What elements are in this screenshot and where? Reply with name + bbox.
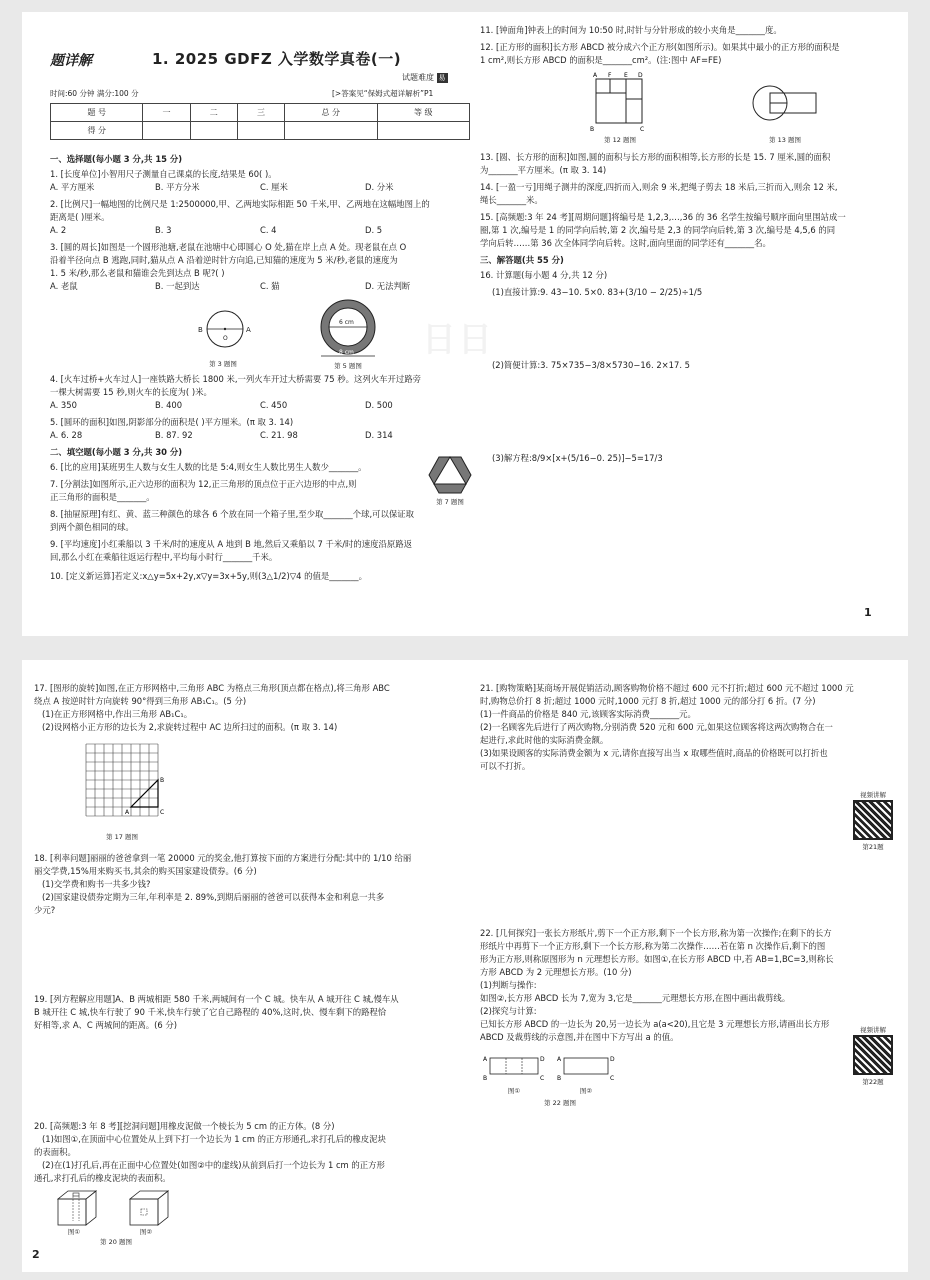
options — [50, 429, 478, 442]
question-16-2: (2)简便计算:3. 75×735−3/8×5730−16. 2×17. 5 — [492, 360, 690, 371]
watermark: 日日 — [422, 320, 494, 360]
exam-page-1 — [22, 12, 908, 636]
svg-text:A: A — [125, 809, 130, 817]
answer-space[interactable] — [34, 1036, 474, 1120]
question-text: (2)设网格小正方形的边长为 2,求旋转过程中 AC 边所扫过的面积。(π 取 3. 14) — [42, 722, 338, 733]
qr-title: 视频讲解 — [860, 1026, 886, 1034]
figure-label: 图① — [67, 1228, 81, 1237]
question-text: 绕点 A 按逆时针方向旋转 90°得到三角形 AB₁C₁。(5 分) — [34, 696, 247, 707]
section-heading: 一、选择题(每小题 3 分,共 15 分) — [50, 154, 183, 164]
option: D. 314 — [365, 430, 393, 441]
question-text: 起进行,求此时他的实际消费金额。 — [480, 735, 609, 746]
figure-label: 图② — [579, 1087, 593, 1096]
qr-code-21[interactable] — [853, 800, 893, 840]
grid-figure — [82, 740, 166, 830]
exam-page-2 — [22, 660, 908, 1272]
question-text: (1)判断与操作: — [480, 980, 537, 991]
option: B. 87. 92 — [155, 430, 193, 441]
difficulty-badge: 易 — [438, 74, 446, 82]
question-text: (2)国家建设债券定期为三年,年利率是 2. 89%,到期后丽丽的爸爸可以获得本金和利息一共多 — [42, 892, 385, 903]
svg-text:A: A — [246, 326, 251, 335]
figure-caption: 第 7 题图 — [436, 498, 464, 507]
options — [50, 181, 478, 194]
question-text: (2)一名顾客先后进行了两次购物,分别消费 520 元和 600 元,如果这位顾客将这两次购物合在一 — [480, 722, 833, 733]
page-number: 2 — [32, 1248, 40, 1261]
ring-outer-label: 8 cm — [339, 349, 354, 357]
answer-space[interactable] — [34, 921, 474, 993]
qr-code-22[interactable] — [853, 1035, 893, 1075]
question-22 — [480, 927, 898, 1044]
figure-caption: 第 20 题图 — [100, 1238, 132, 1247]
question-text: 形为正方形,则称原图形为 n 元理想长方形。如图①,在长方形 ABCD 中,若 AB=1,BC=3,则称长 — [480, 954, 834, 965]
question-text: 可以不打折。 — [480, 761, 531, 772]
option: C. 厘米 — [260, 182, 288, 193]
figure-caption: 第 13 题图 — [769, 136, 801, 145]
question-16-1: (1)直接计算:9. 43−10. 5×0. 83+(3/10 − 2/25)÷1/5 — [492, 287, 703, 298]
question-5 — [50, 416, 478, 442]
option: B. 平方分米 — [155, 182, 200, 193]
question-10: 10. [定义新运算]若定义:x△y=5x+2y,x▽y=3x+5y,则(3△1/2)▽4 的值是_______。 — [50, 571, 367, 582]
svg-text:A: A — [557, 1056, 562, 1064]
brand-logo: 题详解 — [50, 53, 92, 69]
score-table-header — [51, 104, 470, 122]
question-text: 通孔,求打孔后的橡皮泥块的表面积。 — [34, 1173, 171, 1184]
right-column — [480, 24, 896, 469]
question-text: 7. [分割法]如图所示,正六边形的面积为 12,正三角形的顶点位于正六边形的中点,则 — [50, 479, 357, 490]
question-9 — [50, 538, 478, 564]
question-text: (1)如图①,在顶面中心位置处从上到下打一个边长为 1 cm 的正方形通孔,求打孔后的橡皮泥块 — [42, 1134, 386, 1145]
question-17 — [34, 682, 474, 734]
question-text: 1. [长度单位]小智用尺子测量自己课桌的长度,结果是 60( )。 — [50, 169, 277, 180]
question-text: 1. 5 米/秒,那么老鼠和猫谁会先到达点 B 呢?( ) — [50, 268, 225, 279]
question-18 — [34, 852, 474, 917]
page-number: 1 — [864, 606, 872, 619]
difficulty-label: 试题难度 — [402, 73, 434, 82]
left-column — [34, 682, 474, 1249]
circle-rectangle-figure — [750, 81, 820, 127]
svg-text:O: O — [223, 335, 228, 343]
figure-label: 图① — [507, 1087, 521, 1096]
option: A. 平方厘米 — [50, 182, 95, 193]
option: C. 450 — [260, 400, 288, 411]
question-text: (1)在正方形网格中,作出三角形 AB₁C₁。 — [42, 709, 193, 720]
question-19 — [34, 993, 474, 1032]
question-text: 的表面积。 — [34, 1147, 76, 1158]
score-header-cell: 二 — [190, 104, 237, 122]
question-text: 一棵大树需要 15 秒,则火车的长度为( )米。 — [50, 387, 212, 398]
option: A. 老鼠 — [50, 281, 78, 292]
svg-text:C: C — [160, 809, 165, 817]
svg-text:D: D — [540, 1056, 545, 1064]
ring-figure — [315, 297, 381, 359]
answer-space[interactable] — [480, 303, 896, 359]
question-text: (2)在(1)打孔后,再在正面中心位置处(如图②中的虚线)从前到后打一个边长为 1 cm 的正方形 — [42, 1160, 385, 1171]
svg-text:B: B — [590, 126, 595, 134]
question-text: (3)如果设顾客的实际消费金额为 x 元,请你直接写出当 x 取哪些值时,商品的价格既可以打折也 — [480, 748, 828, 759]
question-text: 2. [比例尺]一幅地图的比例尺是 1:2500000,甲、乙两地实际相距 50 千米,甲、乙两地在这幅地图上的 — [50, 199, 430, 210]
page-title: 1. 2025 GDFZ 入学数学真卷(一) — [152, 50, 402, 68]
rectangle-squares-figure — [590, 71, 650, 133]
score-header-cell: 一 — [143, 104, 190, 122]
question-text: (1)一件商品的价格是 840 元,该顾客实际消费_______元。 — [480, 709, 696, 720]
question-text: 学向后转……第 36 次全体同学向后转。这时,面向里面的同学还有_______名。 — [480, 238, 771, 249]
question-4 — [50, 373, 478, 412]
figure-caption: 第 3 题图 — [209, 360, 237, 369]
question-text: 12. [正方形的面积]长方形 ABCD 被分成六个正方形(如图所示)。如果其中最小的正方形的面积是 — [480, 42, 840, 53]
question-3 — [50, 241, 478, 293]
question-13 — [480, 151, 896, 177]
score-cell[interactable] — [377, 122, 469, 140]
ideal-rectangle-figures — [480, 1052, 620, 1086]
question-text: 1 cm²,则长方形 ABCD 的面积是_______cm²。(注:图中 AF=FE) — [480, 55, 722, 66]
qr-caption: 第22题 — [862, 1078, 884, 1086]
question-7 — [50, 478, 478, 504]
option: A. 2 — [50, 225, 67, 236]
question-20 — [34, 1120, 474, 1185]
option: D. 无法判断 — [365, 281, 411, 292]
score-header-cell: 等 级 — [377, 104, 469, 122]
options — [50, 224, 478, 237]
option: B. 一起到达 — [155, 281, 200, 292]
option: D. 分米 — [365, 182, 394, 193]
qr-caption: 第21题 — [862, 843, 884, 851]
question-text: 19. [列方程解应用题]A、B 两城相距 580 千米,两城间有一个 C 城。快车从 A 城开往 C 城,慢车从 — [34, 994, 399, 1005]
svg-text:A: A — [593, 72, 598, 80]
question-1 — [50, 168, 478, 194]
question-21 — [480, 682, 898, 773]
figures-3-5 — [50, 297, 478, 373]
question-text: 15. [高频题:3 年 24 考][周期问题]将编号是 1,2,3,…,36 的 36 名学生按编号顺序面向里围站成一 — [480, 212, 846, 223]
svg-text:B: B — [483, 1075, 488, 1083]
question-text: 形纸片中再剪下一个正方形,剩下一个长方形,称为第二次操作……若在第 n 次操作后,剩下的图 — [480, 941, 826, 952]
score-header-cell: 总 分 — [285, 104, 377, 122]
svg-text:C: C — [610, 1075, 615, 1083]
question-6: 6. [比的应用]某班男生人数与女生人数的比是 5:4,则女生人数比男生人数少_______。 — [50, 462, 367, 473]
score-header-cell: 题 号 — [51, 104, 143, 122]
figure-22 — [480, 1048, 898, 1110]
question-text: (2)探究与计算: — [480, 1006, 537, 1017]
svg-text:B: B — [198, 326, 203, 335]
question-text: 18. [利率问题]丽丽的爸爸拿到一笔 20000 元的奖金,他打算按下面的方案进行分配:其中的 1/10 给丽 — [34, 853, 412, 864]
figure-caption: 第 5 题图 — [334, 362, 362, 371]
questions-6-7 — [50, 461, 478, 507]
options — [50, 280, 478, 293]
figure-20 — [34, 1189, 474, 1249]
question-text: 8. [抽屉原理]有红、黄、蓝三种颜色的球各 6 个放在同一个箱子里,至少取_______个球,可以保证取 — [50, 509, 414, 520]
question-text: 距离是( )厘米。 — [50, 212, 110, 223]
cube-figure-2 — [126, 1189, 172, 1229]
score-table — [50, 103, 470, 140]
qr-title: 视频讲解 — [860, 791, 886, 799]
figure-caption: 第 17 题图 — [106, 833, 138, 842]
answer-space[interactable] — [480, 777, 898, 927]
question-text: 沿着半径向点 B 逃跑,同时,猫从点 A 沿着逆时针方向追,已知猫的速度为 5 米/秒,老鼠的速度为 — [50, 255, 398, 266]
left-column — [50, 150, 478, 587]
question-text: 4. [火车过桥+火车过人]一座铁路大桥长 1800 米,一列火车开过大桥需要 75 秒。这列火车开过路旁 — [50, 374, 421, 385]
score-header-cell: 三 — [237, 104, 284, 122]
score-cell[interactable] — [143, 122, 190, 140]
question-text: 已知长方形 ABCD 的一边长为 20,另一边长为 a(a<20),且它是 3 元理想长方形,请画出长方形 — [480, 1019, 830, 1030]
score-table-row — [51, 122, 470, 140]
question-text: 到两个颜色相同的球。 — [50, 522, 134, 533]
question-text: B 城开往 C 城,快车行驶了 90 千米,快车行驶了它自己路程的 40%,这时,快、慢车剩下的路程恰 — [34, 1007, 387, 1018]
question-text: 方形 ABCD 为 2 元理想长方形。(10 分) — [480, 967, 632, 978]
svg-text:D: D — [638, 72, 643, 80]
question-text: 17. [图形的旋转]如图,在正方形网格中,三角形 ABC 为格点三角形(顶点都在格点),将三角形 ABC — [34, 683, 390, 693]
option: D. 5 — [365, 225, 383, 236]
ring-inner-label: 6 cm — [339, 319, 354, 327]
svg-text:B: B — [160, 777, 165, 785]
question-8 — [50, 508, 478, 534]
question-text: 21. [购物策略]某商场开展促销活动,顾客购物价格不超过 600 元不打折;超过 600 元不超过 1000 元 — [480, 683, 854, 693]
score-row-label: 得 分 — [51, 122, 143, 140]
figure-caption: 第 12 题图 — [604, 136, 636, 145]
question-text: 为_______平方厘米。(π 取 3. 14) — [480, 165, 607, 176]
question-text: 绳长_______米。 — [480, 195, 543, 206]
svg-text:C: C — [540, 1075, 545, 1083]
question-text: (1)交学费和购书一共多少钱? — [42, 879, 151, 890]
question-text: 20. [高频题:3 年 8 考][挖洞问题]用橡皮泥做一个棱长为 5 cm 的正方体。(8 分) — [34, 1121, 335, 1132]
option: C. 猫 — [260, 281, 280, 292]
svg-text:D: D — [610, 1056, 615, 1064]
question-text: 13. [圆、长方形的面积]如图,圆的面积与长方形的面积相等,长方形的长是 15. 7 厘米,圆的面积 — [480, 152, 831, 163]
question-text: 少元? — [34, 905, 56, 916]
option: A. 350 — [50, 400, 77, 411]
question-16-3: (3)解方程:8/9×[x+(5/16−0. 25)]−5=17/3 — [492, 453, 663, 464]
figure-17 — [34, 738, 474, 846]
difficulty — [402, 72, 448, 83]
question-2 — [50, 198, 478, 237]
score-cell[interactable] — [190, 122, 237, 140]
question-text: 22. [几何探究]一张长方形纸片,剪下一个正方形,剩下一个长方形,称为第一次操作;在剩下的长方 — [480, 928, 832, 939]
question-text: 时,购物总价打 8 折;超过 1000 元时,1000 元打 8 折,超过 1000 元的部分打 6 折。(7 分) — [480, 696, 816, 707]
question-text: 正三角形的面积是_______。 — [50, 492, 155, 503]
question-text: 3. [圆的周长]如图是一个圆形池塘,老鼠在池塘中心即圆心 O 处,猫在岸上点 A 处。现老鼠在点 O — [50, 242, 407, 253]
svg-text:F: F — [608, 72, 612, 80]
score-cell[interactable] — [237, 122, 284, 140]
question-text: 回,那么小红在乘船往返运行程中,平均每小时行_______千米。 — [50, 552, 278, 563]
time-info: 时间:60 分钟 满分:100 分 — [50, 89, 139, 98]
question-text: 丽交学费,15%用来购买书,其余的购买国家建设债券。(6 分) — [34, 866, 257, 877]
svg-text:B: B — [557, 1075, 562, 1083]
answer-reference: [>答案见“保姆式超详解析”P1 — [332, 89, 434, 98]
question-14 — [480, 181, 896, 207]
svg-text:A: A — [483, 1056, 488, 1064]
cube-figure-1 — [54, 1189, 100, 1229]
svg-text:E: E — [624, 72, 628, 80]
circle-pond-figure — [190, 303, 260, 357]
right-column — [480, 682, 898, 1110]
svg-text:C: C — [640, 126, 645, 134]
question-text: 如图②,长方形 ABCD 长为 7,宽为 3,它是_______元理想长方形,在图中画出裁剪线。 — [480, 993, 791, 1004]
question-text: 14. [一盈一亏]用绳子测井的深度,四折而入,则余 9 米,把绳子剪去 18 米后,三折而入,则余 12 米, — [480, 182, 838, 193]
score-cell[interactable] — [285, 122, 377, 140]
option: A. 6. 28 — [50, 430, 83, 441]
section-heading: 三、解答题(共 55 分) — [480, 255, 564, 266]
options — [50, 399, 478, 412]
question-text: 圈,第 1 次,编号是 1 的同学向后转,第 2 次,编号是 2,3 的同学向后转,第 3 次,编号是 4,5,6 的同 — [480, 225, 836, 236]
option: C. 4 — [260, 225, 277, 236]
option: B. 3 — [155, 225, 172, 236]
hexagon-figure — [428, 455, 472, 495]
question-16: 16. 计算题(每小题 4 分,共 12 分) — [480, 270, 608, 281]
question-text: 好相等,求 A、C 两城间的距离。(6 分) — [34, 1020, 177, 1031]
question-11: 11. [钟面角]钟表上的时间为 10:50 时,时针与分针形成的较小夹角是_______度。 — [480, 25, 782, 35]
option: D. 500 — [365, 400, 393, 411]
question-text: ABCD 及裁剪线的示意图,并在图中下方写出 a 的值。 — [480, 1032, 679, 1043]
section-heading: 二、填空题(每小题 3 分,共 30 分) — [50, 447, 183, 458]
question-15 — [480, 211, 896, 250]
option: B. 400 — [155, 400, 183, 411]
figure-caption: 第 22 题图 — [544, 1099, 576, 1108]
question-text: 9. [平均速度]小红乘船以 3 千米/时的速度从 A 地到 B 地,然后又乘船以 7 千米/时的速度沿原路返 — [50, 539, 413, 550]
question-text: 5. [圆环的面积]如图,阴影部分的面积是( )平方厘米。(π 取 3. 14) — [50, 417, 294, 428]
question-12 — [480, 41, 896, 67]
answer-space[interactable] — [480, 376, 896, 452]
option: C. 21. 98 — [260, 430, 298, 441]
figures-12-13 — [480, 71, 896, 151]
figure-label: 图② — [139, 1228, 153, 1237]
